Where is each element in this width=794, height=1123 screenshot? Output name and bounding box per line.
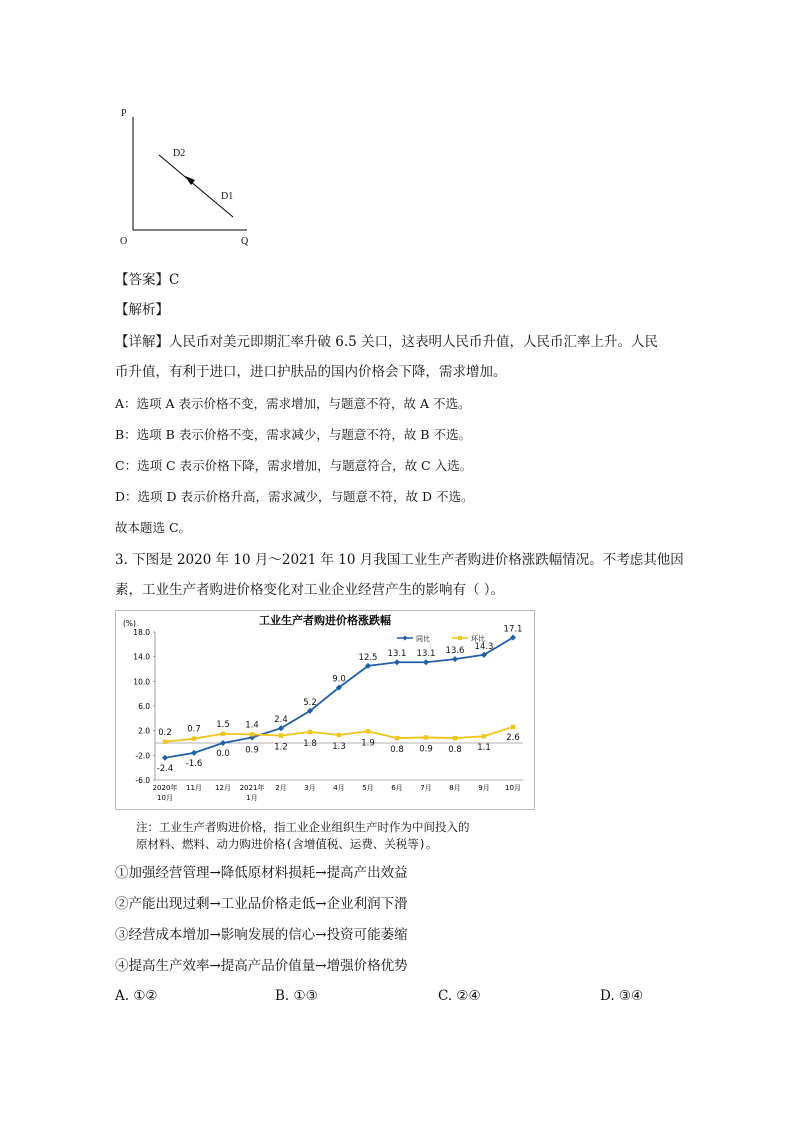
x-tick-label: 8月 [449,784,461,792]
option-explain-d: D：选项 D 表示价格升高，需求减少，与题意不符，故 D 不选。 [115,489,474,504]
statement-1: ①加强经营管理→降低原材料损耗→提高产出效益 [115,865,408,881]
detail-tag: 【详解】 [115,334,169,350]
data-label: 1.3 [332,741,346,752]
data-label: 1.9 [361,738,375,749]
data-label: 0.7 [187,724,201,735]
answer-value: C [169,272,180,288]
option-explain-a: A：选项 A 表示价格不变，需求增加，与题意不符，故 A 不选。 [115,396,471,411]
data-label: 0.9 [245,745,259,756]
option-explain-b: B：选项 B 表示价格不变，需求减少，与题意不符，故 B 不选。 [115,427,471,442]
choice-b[interactable]: B. ①③ [275,988,318,1004]
data-point-mom [337,733,341,737]
data-label: 13.1 [416,649,436,660]
question3-line-2: 素，工业生产者购进价格变化对工业企业经营产生的影响有（ ）。 [115,582,505,598]
detail-text-1: 人民币对美元即期汇率升破 6.5 关口，这表明人民币升值，人民币汇率上升。人民 [169,334,659,350]
x-tick-label: 6月 [391,784,403,792]
data-point-mom [308,730,312,734]
data-label: 9.0 [332,674,346,685]
price-change-chart [115,610,535,810]
conclusion: 故本题选 C。 [115,520,192,535]
y-tick-label: 2.0 [138,726,150,736]
label-d2: D2 [173,148,186,159]
data-label: 17.1 [503,624,523,635]
x-tick-label: 5月 [362,784,374,792]
choice-c[interactable]: C. ②④ [438,988,481,1004]
note-line-1: 注：工业生产者购进价格，指工业企业组织生产时作为中间投入的 [136,820,470,834]
x-tick-label: 10月 [505,784,521,792]
data-label: 1.5 [216,719,230,730]
data-point-mom [366,729,370,733]
data-point-mom [511,725,515,729]
analysis-tag: 【解析】 [115,302,169,318]
x-tick-label: 7月 [420,784,432,792]
data-label: 12.5 [358,652,378,663]
label-o: O [120,236,128,247]
demand-diagram [115,105,260,250]
data-label: 0.0 [216,749,230,759]
data-point-mom [250,732,254,736]
option-explain-c: C：选项 C 表示价格下降，需求增加，与题意符合，故 C 入选。 [115,458,473,473]
data-point-mom [192,736,196,740]
legend-marker [458,636,462,640]
statement-2: ②产能出现过剩→工业品价格走低→企业利润下滑 [115,896,408,912]
data-point-mom [453,736,457,740]
data-label: 1.8 [303,738,317,749]
data-label: 1.2 [274,742,288,753]
x-tick-label: 12月 [215,784,231,792]
x-tick-label: 2月 [275,784,287,792]
demand-line [159,155,233,217]
x-tick-label: 2021年 [239,784,265,792]
detail-line-2: 币升值，有利于进口，进口护肤品的国内价格会下降，需求增加。 [115,364,507,380]
data-point-mom [395,736,399,740]
data-label: -2.4 [156,763,174,774]
chart-title: 工业生产者购进价格涨跌幅 [259,614,391,627]
data-label: 0.8 [390,745,404,756]
choice-a[interactable]: A. ①② [115,988,158,1004]
x-tick-label: 1月 [246,794,258,802]
data-point-mom [424,735,428,739]
y-tick-label: -6.0 [135,776,150,785]
answer-tag: 【答案】 [115,272,169,288]
label-q: Q [241,236,249,247]
data-point-mom [163,740,167,744]
y-axis-unit: (%) [123,619,136,628]
y-tick-label: -2.0 [135,751,150,761]
data-point-mom [279,733,283,737]
statement-3: ③经营成本增加→影响发展的信心→投资可能萎缩 [115,927,408,943]
answer-line [115,270,179,290]
detail-line-1 [115,332,658,352]
data-label: 2.6 [506,732,520,743]
question3-line-1: 3. 下图是 2020 年 10 月～2021 年 10 月我国工业生产者购进价格涨跌幅情况。不考虑其他因 [115,552,684,568]
choice-d[interactable]: D. ③④ [600,988,644,1004]
y-tick-label: 14.0 [133,652,150,662]
x-tick-label: 2020年 [152,784,178,792]
label-p: P [121,108,127,119]
note-line-2: 原材料、燃料、动力购进价格(含增值税、运费、关税等)。 [136,837,438,851]
data-label: 5.2 [303,697,317,708]
data-point-mom [482,734,486,738]
x-tick-label: 4月 [333,784,345,792]
legend-label: 同比 [416,635,430,643]
data-label: 14.3 [474,641,494,652]
y-tick-label: 6.0 [138,702,150,711]
data-label: 0.2 [158,727,172,738]
data-point-mom [221,732,225,736]
data-label: 1.4 [245,720,259,731]
data-label: -1.6 [185,758,203,769]
data-label: 0.8 [448,745,462,756]
x-tick-label: 3月 [304,784,316,792]
data-label: 13.6 [445,646,465,657]
data-label: 2.4 [274,715,288,726]
data-label: 13.1 [387,649,407,660]
statement-4: ④提高生产效率→提高产品价值量→增强价格优势 [115,958,408,974]
label-d1: D1 [221,191,234,202]
legend-label: 环比 [471,635,485,643]
y-tick-label: 10.0 [133,677,150,687]
x-tick-label: 11月 [186,784,202,792]
data-label: 1.1 [477,743,491,754]
data-label: 0.9 [419,744,433,755]
x-tick-label: 9月 [478,784,490,792]
y-tick-label: 18.0 [133,628,150,637]
x-tick-label: 10月 [157,794,173,802]
